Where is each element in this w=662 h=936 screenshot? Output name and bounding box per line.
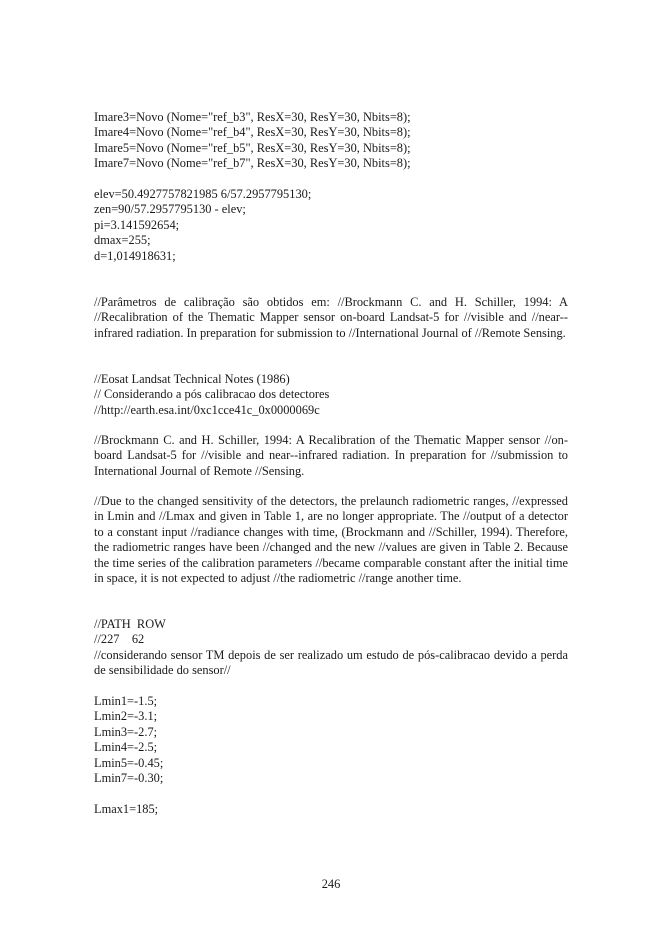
code-line: Lmax1=185; [94,802,159,816]
page-number: 246 [321,877,341,891]
constants-block [94,187,568,264]
lmin-block [94,694,568,786]
code-line: pi=3.141592654; [94,217,180,232]
code-line: Lmin3=-2.7; [94,724,158,739]
eosat-comment [94,372,568,418]
comment-line: // Considerando a pós calibracao dos detectores [94,387,330,402]
brockmann-comment: //Brockmann C. and H. Schiller, 1994: A Recalibration of the Thematic Mapper sensor //on-board Landsat-5 for //visible and near--infrared radiation. In preparation for //submission to International Journal of Remote //Sensing. [94,433,568,478]
calibration-params-comment: //Parâmetros de calibração são obtidos em: //Brockmann C. and H. Schiller, 1994: A //Recalibration of the Thematic Mapper sensor on-board Landsat-5 for //visible and //near--infrared radiation. In preparation for submission to //International Journal of //Remote Sensing. [94,295,568,340]
code-line: Imare5=Novo (Nome="ref_b5", ResX=30, ResY=30, Nbits=8); [94,140,411,155]
comment-line: //PATH ROW [94,617,166,631]
code-line: Imare3=Novo (Nome="ref_b3", ResX=30, ResY=30, Nbits=8); [94,110,411,124]
comment-line: //227 62 [94,632,145,647]
sensor-comment: //considerando sensor TM depois de ser realizado um estudo de pós-calibracao devido a perda de sensibilidade do sensor// [94,648,568,678]
code-line: d=1,014918631; [94,248,176,263]
path-row-block [94,617,568,648]
code-line: elev=50.4927757821985 6/57.2957795130; [94,187,312,201]
comment-line: //http://earth.esa.int/0xc1cce41c_0x0000069c [94,402,320,417]
code-line: Lmin7=-0.30; [94,771,164,786]
code-line: dmax=255; [94,233,151,248]
sensitivity-comment: //Due to the changed sensitivity of the detectors, the prelaunch radiometric ranges, //expressed in Lmin and //Lmax and given in Table 1, are no longer appropriate. The //output of a detector to a constant input //radiance changes with time, (Brockmann and //Schiller, 1994). Therefore, the radiometric ranges have been //changed and the new //values are given in Table 2. Because the time series of the calibration parameters //became comparable constant after the initial time in space, it is not expected to adjust //the radiometric //range another time. [94,494,568,586]
comment-line: //Eosat Landsat Technical Notes (1986) [94,372,290,386]
code-line: Lmin2=-3.1; [94,709,158,724]
code-line: zen=90/57.2957795130 - elev; [94,202,246,217]
code-line: Lmin1=-1.5; [94,694,158,708]
code-line: Lmin4=-2.5; [94,740,158,755]
code-line: Lmin5=-0.45; [94,755,164,770]
code-line: Imare7=Novo (Nome="ref_b7", ResX=30, ResY=30, Nbits=8); [94,156,411,171]
code-line: Imare4=Novo (Nome="ref_b4", ResX=30, ResY=30, Nbits=8); [94,125,411,140]
image-definitions [94,110,568,172]
lmax-block [94,802,568,817]
